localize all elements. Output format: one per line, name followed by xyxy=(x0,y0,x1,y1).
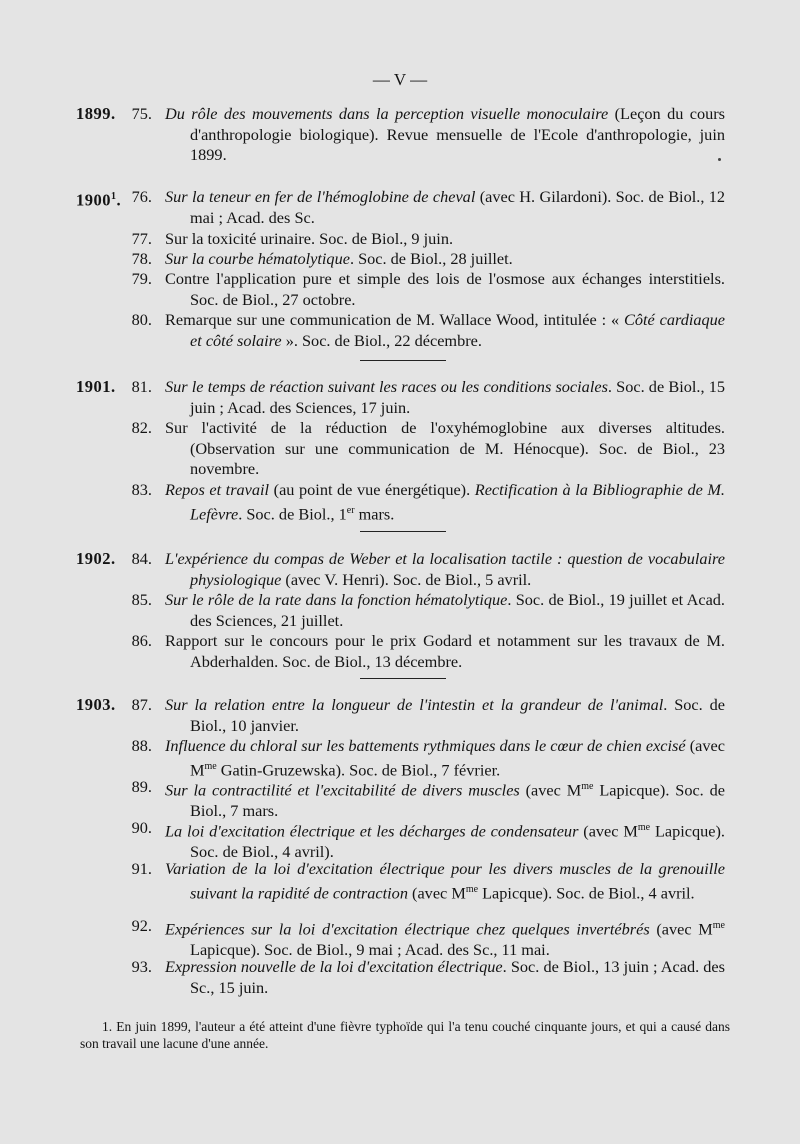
citation-text: (avec M xyxy=(649,919,713,939)
citation-text: (au point de vue énergétique). xyxy=(269,480,475,499)
work-title: Côté cardiaque et côté solaire xyxy=(190,310,726,350)
entry-number: 81. xyxy=(131,377,152,396)
entry-text xyxy=(165,859,725,903)
page-number: — V — xyxy=(372,70,428,89)
print-speck xyxy=(718,158,721,161)
section-divider xyxy=(360,360,446,361)
entry-text xyxy=(165,480,726,524)
work-title: Expression nouvelle de la loi d'excitation électrique xyxy=(165,957,503,976)
work-title: Influence du chloral sur les battements rythmiques dans le cœur de chien excisé xyxy=(165,736,686,755)
entry-number: 82. xyxy=(131,418,152,437)
citation-text: Contre l'application pure et simple des lois de l'osmose aux échanges interstitiels. Soc. de Biol., 27 octobre. xyxy=(165,269,725,309)
entry-number: 84. xyxy=(131,549,152,568)
entry-number: 86. xyxy=(131,631,152,650)
citation-text: (avec H. Gilardoni). Soc. de Biol., 12 mai ; Acad. des Sc. xyxy=(190,187,726,227)
work-title: Du rôle des mouvements dans la perception visuelle monoculaire xyxy=(165,104,609,123)
entry-text xyxy=(165,631,725,672)
work-title: Sur la contractilité et l'excitabilité de divers muscles xyxy=(165,780,520,800)
title-abbrev-superscript: er xyxy=(346,504,355,516)
work-title: Repos et travail xyxy=(165,480,270,499)
entry-text xyxy=(165,418,725,480)
citation-text: (avec M xyxy=(519,780,582,800)
entry-number: 90. xyxy=(131,818,152,837)
entry-number: 77. xyxy=(131,229,152,248)
citation-text: Sur la toxicité urinaire. Soc. de Biol., 9 juin. xyxy=(165,229,454,248)
footnote xyxy=(80,1018,730,1052)
footnote-text: 1. En juin 1899, l'auteur a été atteint d'une fièvre typhoïde qui l'a tenu couché cinquante jours, et qui a causé dans son travail une lacune d'une année. xyxy=(80,1019,730,1051)
entry-number: 92. xyxy=(131,916,152,935)
citation-text: ». Soc. de Biol., 22 décembre. xyxy=(281,330,482,350)
year-label: 1901. xyxy=(76,377,116,396)
entry-number: 89. xyxy=(131,777,152,796)
entry-number: 93. xyxy=(131,957,152,976)
work-title: Variation de la loi d'excitation électrique pour les divers muscles de la grenouille suivant la rapidité de contraction xyxy=(165,859,725,902)
citation-text: . Soc. de Biol., 15 juin ; Acad. des Sciences, 17 juin. xyxy=(190,377,725,417)
title-abbrev-superscript: me xyxy=(637,822,651,833)
citation-text: Gatin-Gruzewska). Soc. de Biol., 7 février. xyxy=(216,759,501,779)
entry-number: 75. xyxy=(131,104,152,123)
footnote-marker: 1 xyxy=(111,191,117,202)
citation-text: . Soc. de Biol., 28 juillet. xyxy=(349,249,513,268)
work-title: Sur la courbe hématolytique xyxy=(165,249,350,268)
title-abbrev-superscript: me xyxy=(465,883,479,895)
entry-text xyxy=(165,957,725,998)
entry-number: 91. xyxy=(131,859,152,878)
year-label: 1903. xyxy=(76,695,116,714)
entry-text xyxy=(165,818,726,862)
title-abbrev-superscript: me xyxy=(712,920,725,931)
citation-text: Rapport sur le concours pour le prix Godard et notamment sur les travaux de M. Abderhalden. Soc. de Biol., 13 décembre. xyxy=(165,631,725,671)
year-label: 1902. xyxy=(76,549,116,568)
citation-text: Lapicque). Soc. de Biol., 9 mai ; Acad. des Sc., 11 mai. xyxy=(190,939,550,959)
entry-number: 88. xyxy=(131,736,152,755)
work-title: La loi d'excitation électrique et les décharges de condensateur xyxy=(165,821,579,841)
entry-number: 79. xyxy=(131,269,152,288)
citation-text: . Soc. de Biol., 19 juillet et Acad. des Sciences, 21 juillet. xyxy=(190,590,726,630)
year-label: 1900$^1$. xyxy=(76,190,122,210)
entry-text xyxy=(165,249,725,270)
citation-text: Lapicque). Soc. de Biol., 4 avril. xyxy=(478,882,695,902)
citation-text: . Soc. de Biol., 1 xyxy=(238,503,347,523)
entry-text xyxy=(165,377,725,418)
section-divider xyxy=(360,531,446,532)
entry-text xyxy=(165,229,725,250)
title-abbrev-superscript: me xyxy=(204,760,217,772)
entry-number: 83. xyxy=(131,480,152,499)
entry-text xyxy=(165,310,726,351)
entry-text xyxy=(165,549,725,590)
citation-text: (avec V. Henri). Soc. de Biol., 5 avril. xyxy=(281,569,532,589)
work-title: Sur la relation entre la longueur de l'intestin et la grandeur de l'animal xyxy=(165,695,664,714)
entry-text xyxy=(165,695,725,736)
citation-text: (avec M xyxy=(578,821,638,841)
entry-number: 78. xyxy=(131,249,152,268)
citation-text: (Leçon du cours d'anthropologie biologique). Revue mensuelle de l'Ecole d'anthropologie, juin 1899. xyxy=(190,104,726,164)
citation-text: Sur l'activité de la réduction de l'oxyhémoglobine aux diverses altitudes. (Observation sur une communication de M. Hénocque). Soc. de Biol., 23 novembre. xyxy=(165,418,725,478)
citation-text: Lapicque). Soc. de Biol., 4 avril). xyxy=(190,821,726,861)
citation-text: . Soc. de Biol., 13 juin ; Acad. des Sc., 15 juin. xyxy=(190,957,725,997)
entry-text xyxy=(165,187,726,228)
entry-text xyxy=(165,736,725,780)
entry-number: 76. xyxy=(131,187,152,206)
work-title: Rectification à la Bibliographie de M. Lefèvre xyxy=(190,480,726,523)
entry-text xyxy=(165,104,726,166)
citation-text: mars. xyxy=(354,503,395,523)
entry-text xyxy=(165,590,726,631)
section-divider xyxy=(360,678,446,679)
entry-text xyxy=(165,269,725,310)
entry-text xyxy=(165,777,725,821)
citation-text: (avec M xyxy=(190,736,725,779)
year-label: 1899. xyxy=(76,104,116,123)
citation-text: Lapicque). Soc. de Biol., 7 mars. xyxy=(190,780,725,820)
work-title: Expériences sur la loi d'excitation électrique chez quelques invertébrés xyxy=(165,919,650,939)
entry-number: 80. xyxy=(131,310,152,329)
work-title: Sur la teneur en fer de l'hémoglobine de cheval xyxy=(165,187,476,206)
work-title: Sur le temps de réaction suivant les races ou les conditions sociales xyxy=(165,377,608,396)
citation-text: Remarque sur une communication de M. Wallace Wood, intitulée : « xyxy=(165,310,624,329)
work-title: Sur le rôle de la rate dans la fonction hématolytique xyxy=(165,590,508,609)
entry-number: 87. xyxy=(131,695,152,714)
citation-text: . Soc. de Biol., 10 janvier. xyxy=(190,695,725,735)
title-abbrev-superscript: me xyxy=(581,781,594,792)
work-title: L'expérience du compas de Weber et la localisation tactile : question de vocabulaire physiologique xyxy=(165,549,725,589)
entry-text xyxy=(165,916,725,960)
citation-text: (avec M xyxy=(407,882,466,902)
entry-number: 85. xyxy=(131,590,152,609)
